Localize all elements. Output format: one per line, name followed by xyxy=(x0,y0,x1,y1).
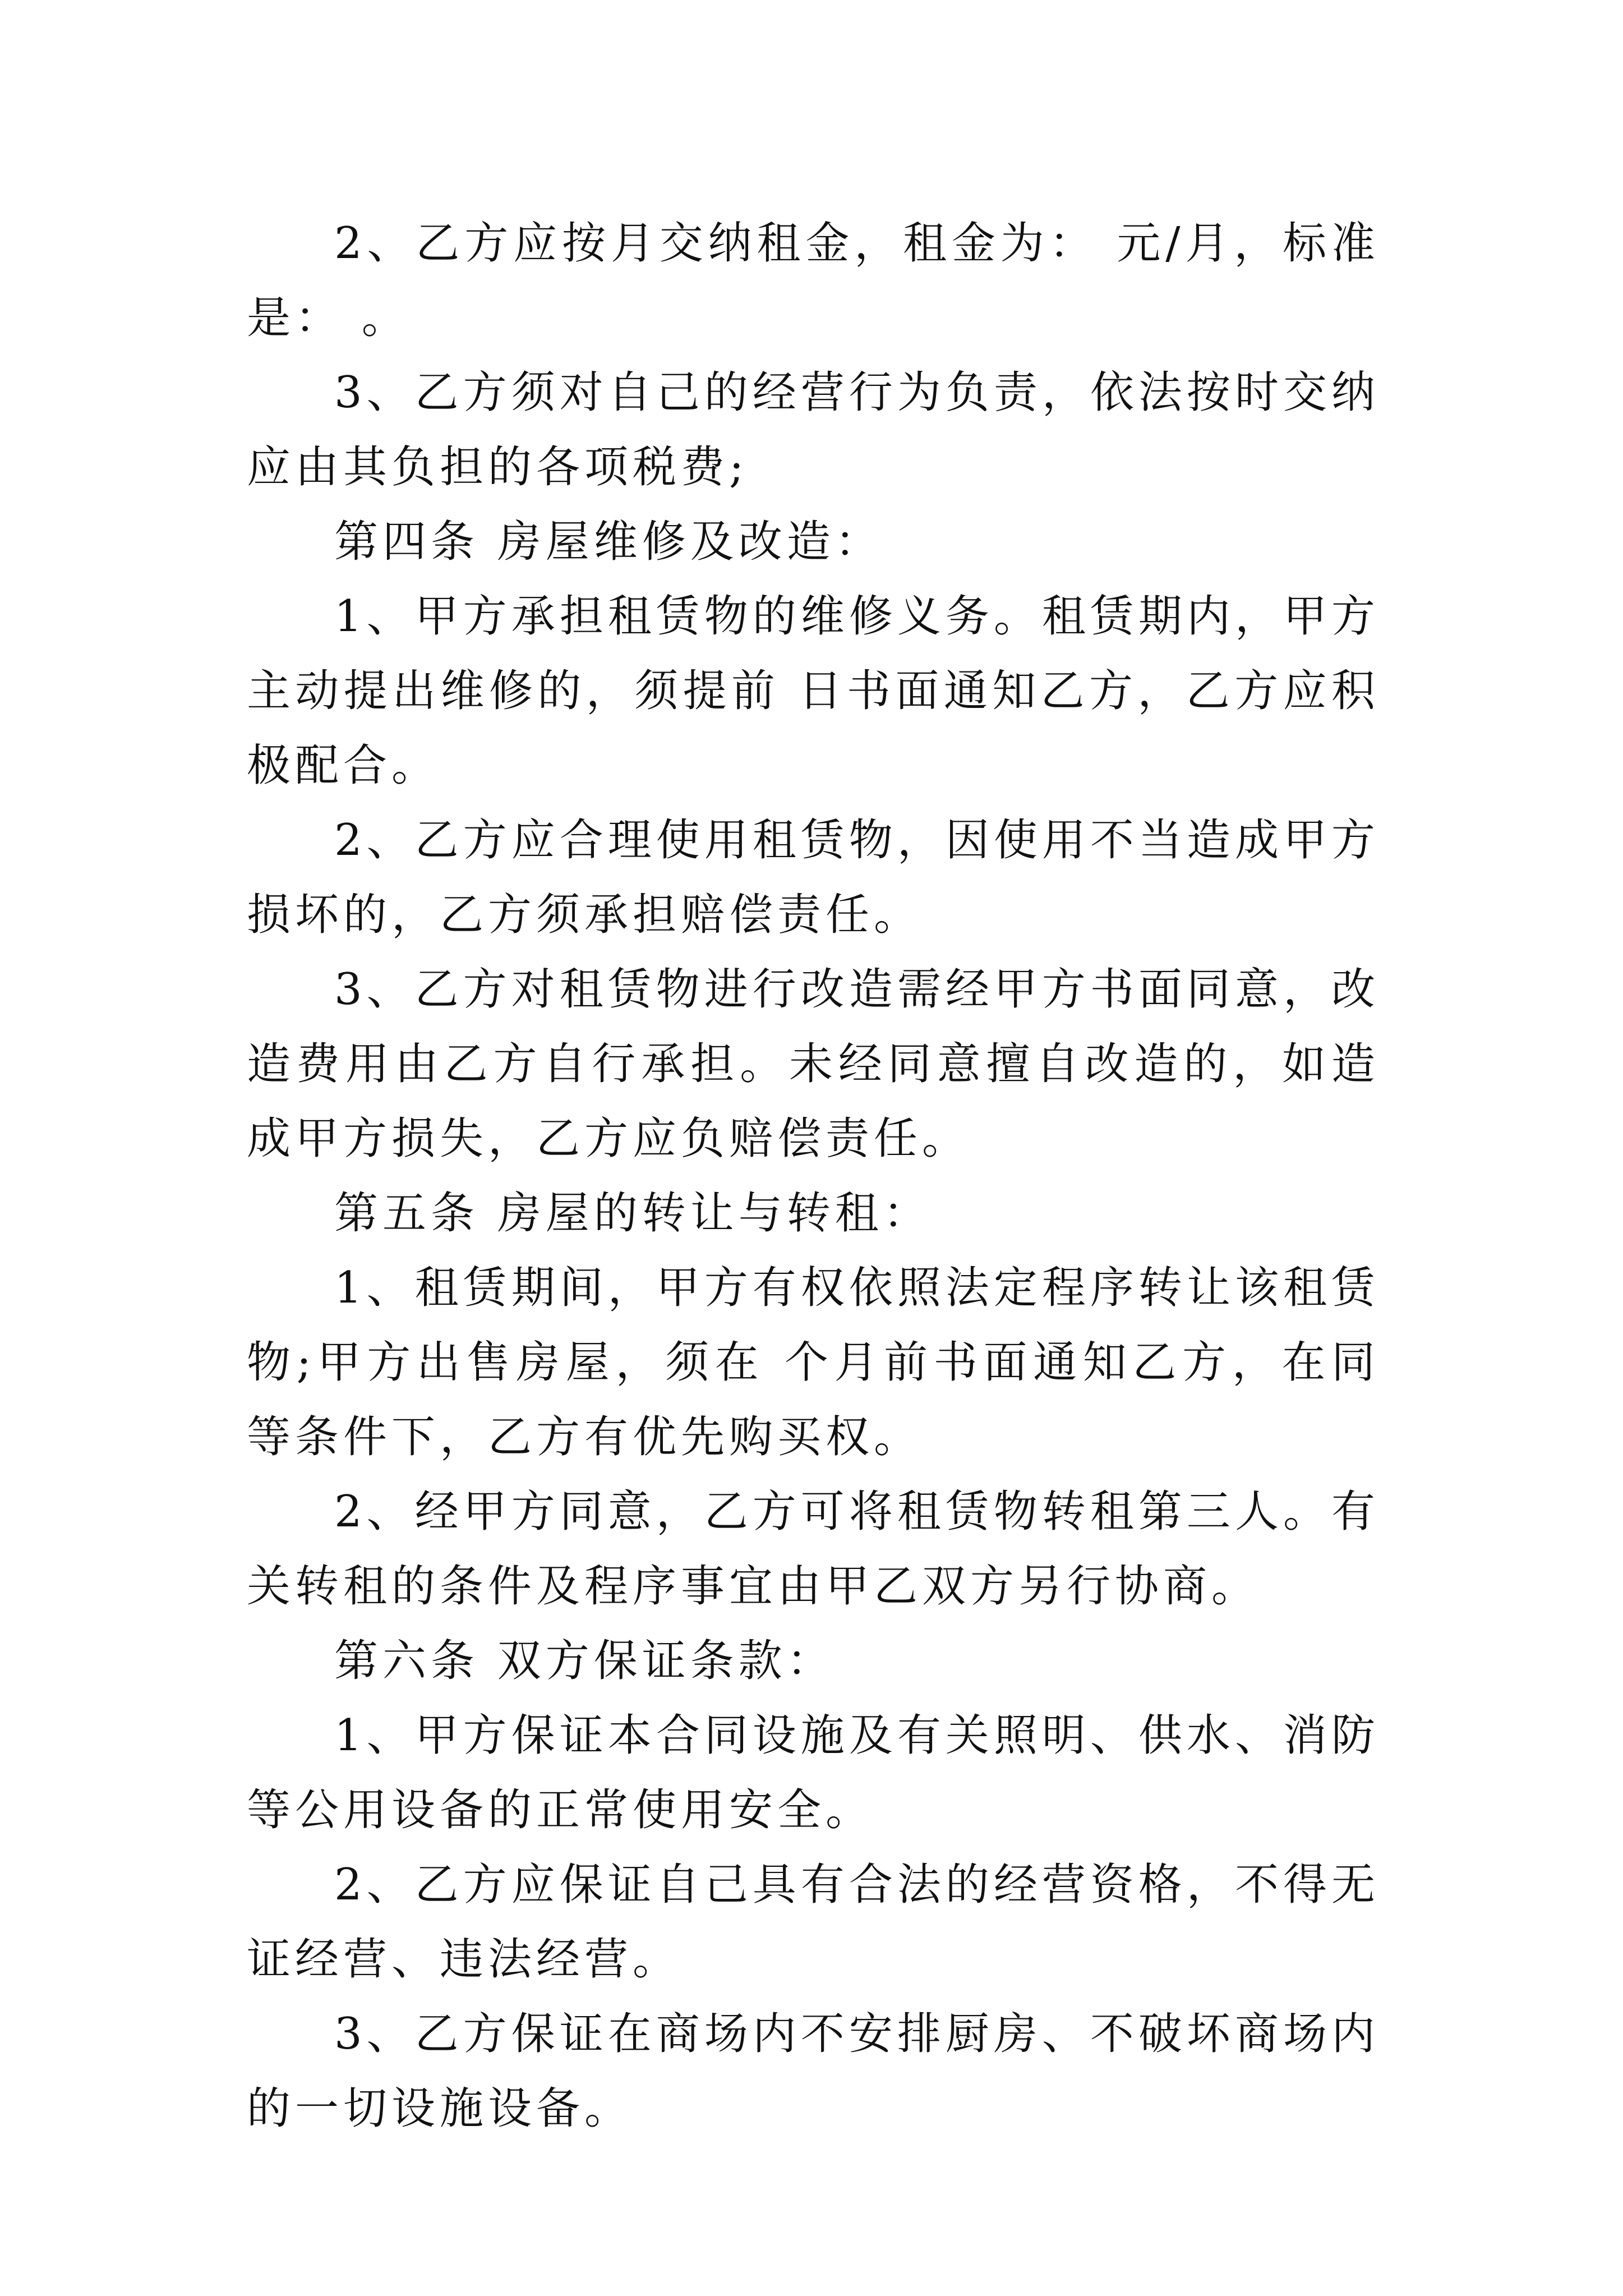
contract-body xyxy=(247,206,1380,2146)
paragraph-rent-payment: 2、乙方应按月交纳租金，租金为： 元/月，标准是： 。 xyxy=(247,218,1380,343)
paragraph-maintenance-duty: 1、甲方承担租赁物的维修义务。租赁期内，甲方主动提出维修的，须提前 日书面通知乙方，乙方应积极配合。 xyxy=(247,591,1380,791)
article-6-heading: 第六条 双方保证条款： xyxy=(334,1636,835,1686)
paragraph-business-license: 2、乙方应保证自己具有合法的经营资格，不得无证经营、违法经营。 xyxy=(247,1860,1380,1985)
paragraph-sublease: 2、经甲方同意，乙方可将租赁物转租第三人。有关转租的条件及程序事宜由甲乙双方另行协商。 xyxy=(247,1487,1380,1612)
article-4-heading: 第四条 房屋维修及改造： xyxy=(334,517,883,567)
paragraph-transfer: 1、租赁期间，甲方有权依照法定程序转让该租赁物;甲方出售房屋，须在 个月前书面通知乙方，在同等条件下，乙方有优先购买权。 xyxy=(247,1263,1380,1462)
article-5-heading: 第五条 房屋的转让与转租： xyxy=(334,1188,932,1239)
paragraph-tax-responsibility: 3、乙方须对自己的经营行为负责，依法按时交纳应由其负担的各项税费; xyxy=(247,367,1380,493)
paragraph-renovation: 3、乙方对租赁物进行改造需经甲方书面同意，改造费用由乙方自行承担。未经同意擅自改造的，如造成甲方损失，乙方应负赔偿责任。 xyxy=(247,964,1380,1164)
paragraph-no-kitchen: 3、乙方保证在商场内不安排厨房、不破坏商场内的一切设施设备。 xyxy=(247,2009,1380,2134)
paragraph-proper-use: 2、乙方应合理使用租赁物，因使用不当造成甲方损坏的，乙方须承担赔偿责任。 xyxy=(247,815,1380,940)
paragraph-facility-safety: 1、甲方保证本合同设施及有关照明、供水、消防等公用设备的正常使用安全。 xyxy=(247,1710,1380,1835)
